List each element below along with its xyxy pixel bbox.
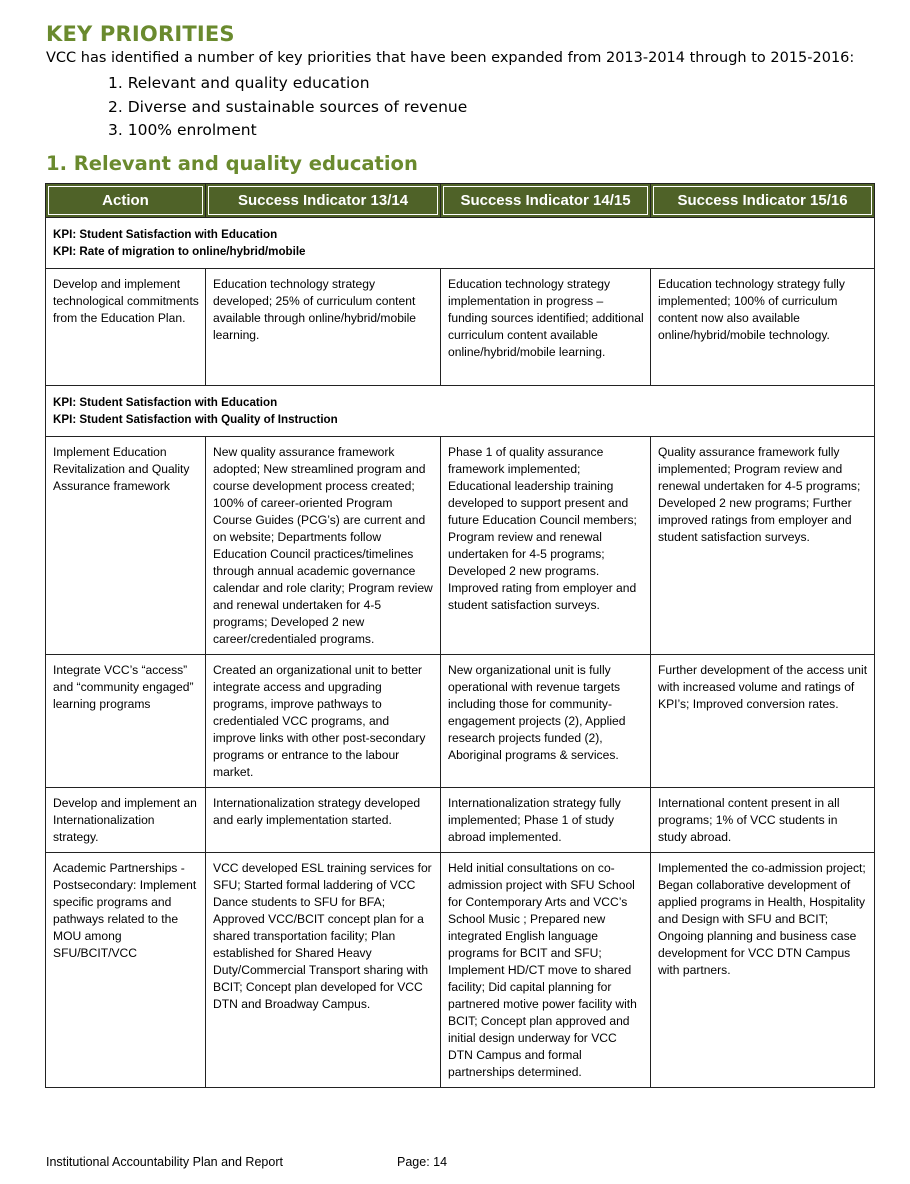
kpi-row — [46, 218, 875, 269]
section-title: 1. Relevant and quality education — [46, 152, 418, 175]
table-row — [46, 788, 875, 853]
indicator-15-16-cell: Quality assurance framework fully implemented; Program review and renewal undertaken for 4-5 programs; Developed 2 new programs; Further improved ratings from employer and student satisfaction surveys. — [651, 437, 875, 655]
indicator-14-15-cell: Education technology strategy implementation in progress – funding sources identified; additional curriculum content available online/hybrid/mobile learning. — [441, 269, 651, 386]
header-indicator-14-15: Success Indicator 14/15 — [441, 184, 651, 218]
footer-document-name: Institutional Accountability Plan and Report — [46, 1155, 283, 1169]
kpi-label: KPI: Student Satisfaction with Education — [53, 228, 278, 241]
kpi-label: KPI: Student Satisfaction with Quality of Instruction — [53, 413, 338, 426]
table-header-row — [46, 184, 875, 218]
priorities-table — [45, 183, 875, 1088]
indicator-13-14-cell: VCC developed ESL training services for SFU; Started formal laddering of VCC Dance students to SFU for BFA; Approved VCC/BCIT concept plan for a shared transportation facility; Plan established for Shared Heavy Duty/Commercial Transport sharing with BCIT; Concept plan developed for VCC DTN and Broadway Campus. — [206, 853, 441, 1088]
indicator-15-16-cell: International content present in all programs; 1% of VCC students in study abroad. — [651, 788, 875, 853]
priority-item: 1. Relevant and quality education — [108, 74, 370, 92]
footer-page-number: Page: 14 — [397, 1155, 448, 1169]
action-cell: Academic Partnerships - Postsecondary: Implement specific programs and pathways related to the MOU among SFU/BCIT/VCC — [46, 853, 206, 1088]
action-cell: Develop and implement an Internationalization strategy. — [46, 788, 206, 853]
kpi-label: KPI: Student Satisfaction with Education — [53, 396, 278, 409]
priority-item: 2. Diverse and sustainable sources of revenue — [108, 97, 468, 116]
indicator-14-15-cell: Phase 1 of quality assurance framework implemented; Educational leadership training developed to support present and future Education Council members; Program review and renewal undertaken for 4-5 programs; Developed 2 new programs. Improved rating from employer and student satisfaction surveys. — [441, 437, 651, 655]
kpi-cell — [46, 218, 875, 269]
indicator-15-16-cell: Implemented the co-admission project; Began collaborative development of applied programs in Health, Hospitality and Design with SFU and BCIT; Ongoing planning and business case development for VCC DTN Campus with partners. — [651, 853, 875, 1088]
action-cell: Develop and implement technological commitments from the Education Plan. — [46, 269, 206, 386]
indicator-13-14-cell: Created an organizational unit to better integrate access and upgrading programs, improve pathways to credentialed VCC programs, and improve links with other post-secondary programs or entrance to the labour market. — [206, 655, 441, 788]
intro-text: VCC has identified a number of key priorities that have been expanded from 2013-2014 through to 2015-2016: — [46, 50, 855, 66]
header-action: Action — [46, 184, 206, 218]
table-row — [46, 655, 875, 788]
table-row — [46, 853, 875, 1088]
indicator-13-14-cell: Education technology strategy developed; 25% of curriculum content available through online/hybrid/mobile learning. — [206, 269, 441, 386]
table-row — [46, 437, 875, 655]
action-cell: Implement Education Revitalization and Quality Assurance framework — [46, 437, 206, 655]
indicator-13-14-cell: New quality assurance framework adopted; New streamlined program and course development process created; 100% of career-oriented Program Course Guides (PCG’s) are current and on website; Departments follow Education Council practices/timelines through annual academic governance calendar and role clarity; Program review and renewal undertaken for 4-5 programs; Developed 2 new career/credentialed programs. — [206, 437, 441, 655]
indicator-15-16-cell: Further development of the access unit with increased volume and ratings of KPI’s; Improved conversion rates. — [651, 655, 875, 788]
header-indicator-13-14: Success Indicator 13/14 — [206, 184, 441, 218]
indicator-15-16-cell: Education technology strategy fully implemented; 100% of curriculum content now also available online/hybrid/mobile technology. — [651, 269, 875, 386]
kpi-label: KPI: Rate of migration to online/hybrid/mobile — [53, 245, 306, 258]
indicator-14-15-cell: New organizational unit is fully operational with revenue targets including those for community-engagement projects (2), Applied research projects funded (2), Aboriginal programs & services. — [441, 655, 651, 788]
priority-item: 3. 100% enrolment — [108, 121, 257, 139]
action-cell: Integrate VCC’s “access” and “community engaged” learning programs — [46, 655, 206, 788]
indicator-13-14-cell: Internationalization strategy developed and early implementation started. — [206, 788, 441, 853]
kpi-cell — [46, 386, 875, 437]
page-title: KEY PRIORITIES — [46, 22, 235, 46]
table-row — [46, 269, 875, 386]
header-indicator-15-16: Success Indicator 15/16 — [651, 184, 875, 218]
kpi-row — [46, 386, 875, 437]
priority-list — [108, 72, 467, 143]
indicator-14-15-cell: Held initial consultations on co-admission project with SFU School for Contemporary Arts and VCC’s School Music ; Prepared new integrated English language programs for BCIT and SFU; Implement HD/CT move to shared facility; Did capital planning for partnered motive power facility with BCIT; Concept plan approved and initial design underway for VCC DTN Campus and formal partnerships determined. — [441, 853, 651, 1088]
indicator-14-15-cell: Internationalization strategy fully implemented; Phase 1 of study abroad implemented. — [441, 788, 651, 853]
